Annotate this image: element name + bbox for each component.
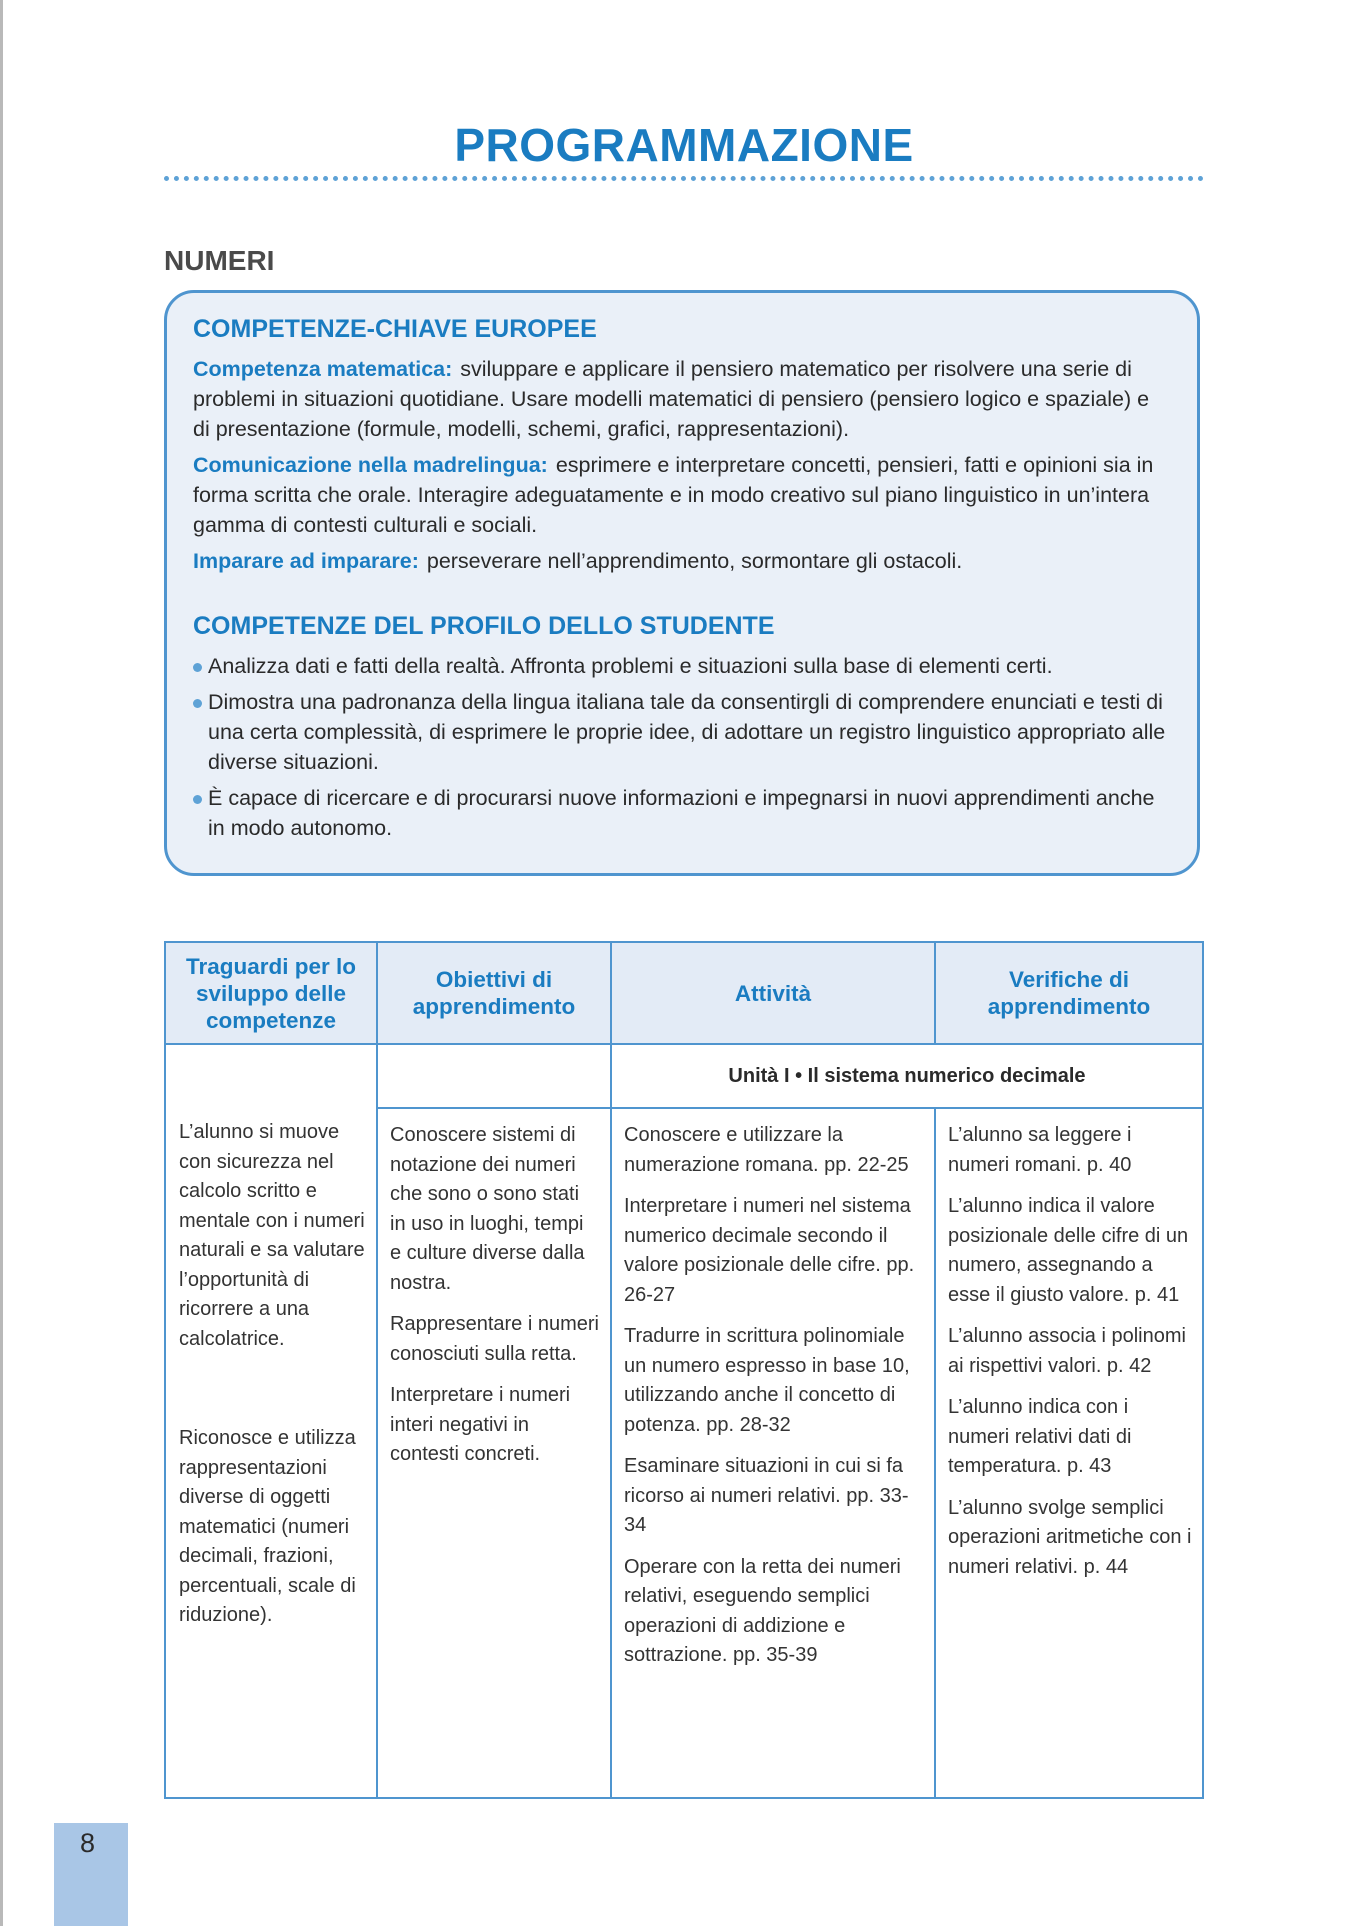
attivita-item: Tradurre in scrittura polinomiale un numero espresso in base 10, utilizzando anche il concetto di potenza. pp. 28-32	[624, 1325, 910, 1436]
verifica-item: L’alunno associa i polinomi ai rispettivi valori. p. 42	[948, 1325, 1186, 1377]
profile-item	[193, 651, 1171, 681]
page-number: 8	[80, 1828, 96, 1858]
key-competence-label: Imparare ad imparare:	[193, 549, 419, 573]
key-competence-learning	[193, 546, 1171, 576]
title-dotted-rule	[164, 176, 1204, 181]
key-competence-label: Comunicazione nella madrelingua:	[193, 453, 548, 477]
unit-title: Unità I • Il sistema numerico decimale	[611, 1044, 1203, 1108]
verifica-item: L’alunno indica con i numeri relativi dati di temperatura. p. 43	[948, 1396, 1132, 1477]
key-competence-text: sviluppare e applicare il pensiero matematico per risolvere una serie di problemi in situazioni quotidiane. Usare modelli matematici di pensiero (pensiero logico e spaziale) e di presentazione (formule, modelli, schemi, grafici, rappresentazioni).	[193, 357, 1150, 441]
verifica-item: L’alunno indica il valore posizionale delle cifre di un numero, assegnando a esse il giusto valore. p. 41	[948, 1195, 1189, 1306]
attivita-item: Operare con la retta dei numeri relativi, eseguendo semplici operazioni di addizione e sottrazione. pp. 35-39	[624, 1555, 901, 1666]
table-header-row	[165, 942, 1203, 1044]
profile-list	[193, 651, 1171, 843]
obiettivo-item: Conoscere sistemi di notazione dei numeri che sono o sono stati in uso in luoghi, tempi e culture diverse dalla nostra.	[390, 1124, 585, 1294]
attivita-item: Interpretare i numeri nel sistema numerico decimale secondo il valore posizionale delle cifre. pp. 26-27	[624, 1195, 915, 1306]
verifica-item: L’alunno svolge semplici operazioni aritmetiche con i numeri relativi. p. 44	[948, 1496, 1192, 1578]
header-obiettivi: Obiettivi di apprendimento	[377, 942, 611, 1044]
profile-item	[193, 687, 1171, 777]
obiettivi-cell	[377, 1108, 611, 1798]
profile-item-text: È capace di ricercare e di procurarsi nuove informazioni e impegnarsi in nuovi apprendimenti anche in modo autonomo.	[208, 786, 1155, 840]
profile-item	[193, 783, 1171, 843]
traguardi-cell	[165, 1044, 377, 1798]
bullet-icon	[193, 699, 202, 708]
bullet-icon	[193, 663, 202, 672]
page-edge	[0, 0, 3, 1926]
key-competence-text: esprimere e interpretare concetti, pensieri, fatti e opinioni sia in forma scritta che orale. Interagire adeguatamente e in modo creativo sul piano linguistico in un’intera gamma di contesti culturali e sociali.	[193, 453, 1154, 537]
profile-item-text: Dimostra una padronanza della lingua italiana tale da consentirgli di comprendere enunciati e testi di una certa complessità, di esprimere le proprie idee, di adottare un registro linguistico appropriato alle diverse situazioni.	[208, 690, 1166, 774]
programming-table	[164, 941, 1204, 1799]
header-verifiche: Verifiche di apprendimento	[935, 942, 1203, 1044]
key-competence-label: Competenza matematica:	[193, 357, 453, 381]
verifiche-cell	[935, 1108, 1203, 1798]
attivita-item: Esaminare situazioni in cui si fa ricorso ai numeri relativi. pp. 33-34	[624, 1455, 909, 1536]
section-heading: NUMERI	[164, 245, 275, 276]
competence-box	[164, 290, 1200, 876]
key-competence-math	[193, 354, 1171, 444]
attivita-cell	[611, 1108, 935, 1798]
traguardo-item: Riconosce e utilizza rappresentazioni diverse di oggetti matematici (numeri decimali, frazioni, percentuali, scale di riduzione).	[179, 1427, 356, 1626]
obiettivo-item: Interpretare i numeri interi negativi in contesti concreti.	[390, 1384, 571, 1465]
attivita-item: Conoscere e utilizzare la numerazione romana. pp. 22-25	[624, 1124, 909, 1176]
unit-row	[165, 1044, 1203, 1108]
header-traguardi: Traguardi per lo sviluppo delle competenze	[165, 942, 377, 1044]
verifica-item: L’alunno sa leggere i numeri romani. p. 40	[948, 1124, 1132, 1176]
obiettivo-item: Rappresentare i numeri conosciuti sulla retta.	[390, 1313, 599, 1365]
key-competences-heading: COMPETENZE-CHIAVE EUROPEE	[193, 315, 597, 343]
profile-item-text: Analizza dati e fatti della realtà. Affronta problemi e situazioni sulla base di elementi certi.	[208, 654, 1053, 678]
obiettivi-top-cell	[377, 1044, 611, 1108]
profile-heading: COMPETENZE DEL PROFILO DELLO STUDENTE	[193, 612, 775, 640]
traguardo-item: L’alunno si muove con sicurezza nel calcolo scritto e mentale con i numeri naturali e sa valutare l’opportunità di ricorrere a una calcolatrice.	[179, 1121, 365, 1350]
key-competence-language	[193, 450, 1171, 540]
header-attivita: Attività	[611, 942, 935, 1044]
bullet-icon	[193, 795, 202, 804]
page-title: PROGRAMMAZIONE	[454, 119, 914, 171]
key-competence-text: perseverare nell’apprendimento, sormontare gli ostacoli.	[426, 549, 963, 573]
